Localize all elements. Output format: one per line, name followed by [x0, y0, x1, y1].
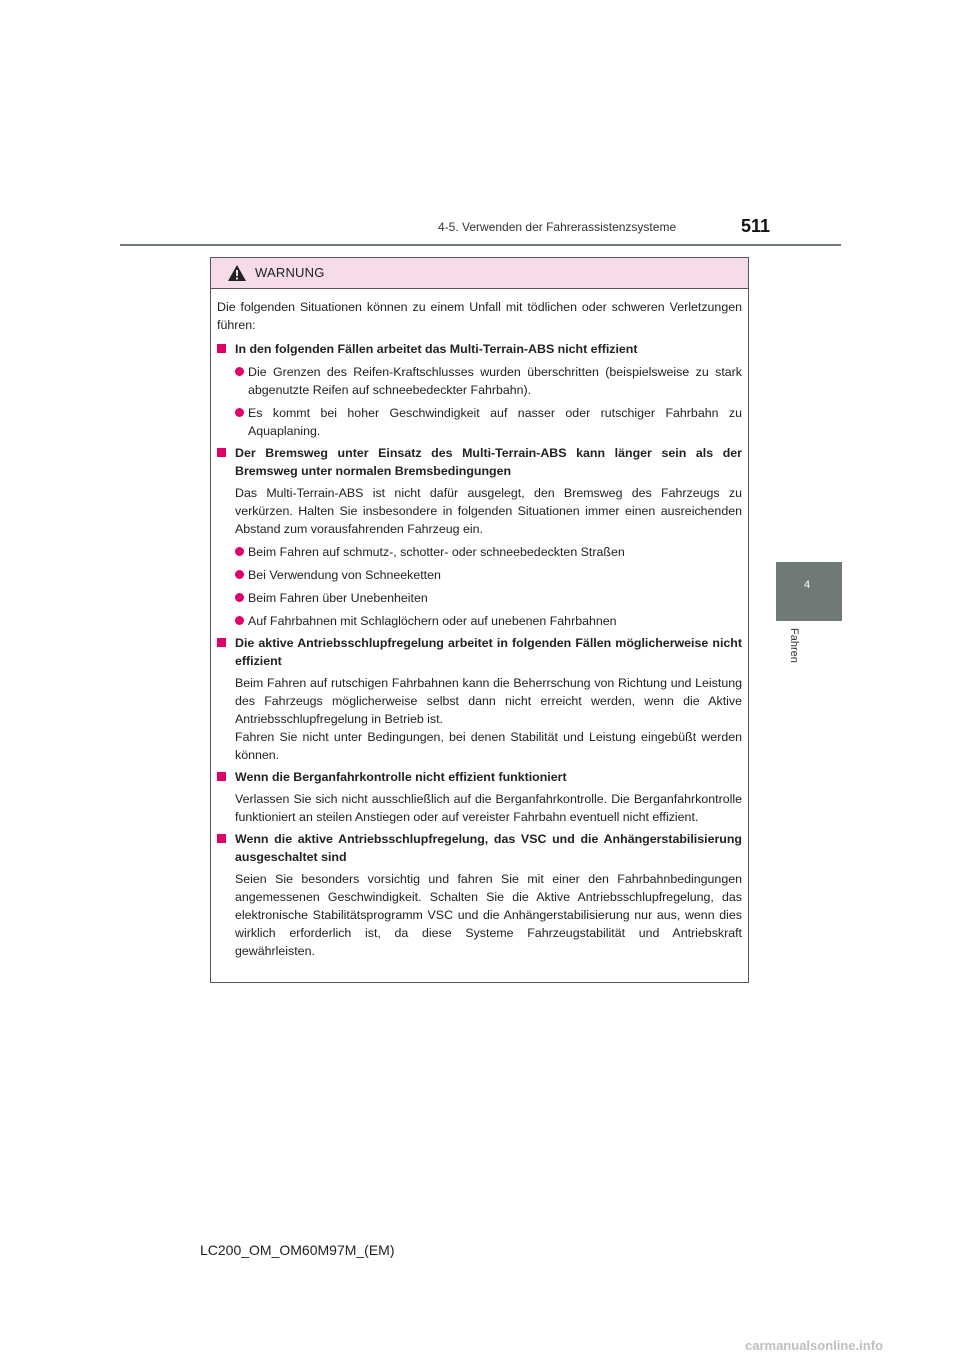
- header-divider: [120, 244, 841, 246]
- document-code: LC200_OM_OM60M97M_(EM): [200, 1242, 395, 1258]
- dot-bullet-icon: [235, 616, 244, 625]
- warning-item-heading: Der Bremsweg unter Einsatz des Multi-Terrain-ABS kann länger sein als der Bremsweg unter normalen Bremsbedingungen: [217, 444, 742, 480]
- warning-item-heading: In den folgenden Fällen arbeitet das Multi-Terrain-ABS nicht effizient: [217, 340, 742, 358]
- warning-title: WARNUNG: [255, 265, 325, 280]
- warning-item-heading: Wenn die aktive Antriebsschlupfregelung, das VSC und die Anhängerstabilisierung ausgeschaltet sind: [217, 830, 742, 866]
- dot-bullet-icon: [235, 367, 244, 376]
- warning-item-heading: Die aktive Antriebsschlupfregelung arbeitet in folgenden Fällen möglicherweise nicht effizient: [217, 634, 742, 670]
- warning-item-text: Seien Sie besonders vorsichtig und fahren Sie mit einer den Fahrbahnbedingungen angemessenen Geschwindigkeit. Schalten Sie die Aktive Antriebsschlupfregelung, das elektronische Stabilitätsprogramm VSC und die Anhängerstabilisierung nur aus, wenn dies wirklich erforderlich ist, da diese Systeme Fahrzeugstabilität und Antriebskraft gewährleisten.: [235, 872, 742, 958]
- square-bullet-icon: [217, 834, 226, 843]
- watermark[interactable]: carmanualsonline.info: [745, 1338, 883, 1353]
- bullet-item: Die Grenzen des Reifen-Kraftschlusses wurden überschritten (beispielsweise zu stark abgenutzte Reifen auf schneebedeckter Fahrbahn).: [217, 363, 742, 399]
- warning-item-text: Beim Fahren auf rutschigen Fahrbahnen kann die Beherrschung von Richtung und Leistung des Fahrzeugs möglicherweise selbst dann nicht erreicht werden, wenn die Aktive Antriebsschlupfregelung in Betrieb ist. Fahren Sie nicht unter Bedingungen, bei denen Stabilität und Leistung eingebüßt werden können.: [235, 676, 742, 762]
- warning-header: [211, 258, 748, 289]
- warning-item-text: Das Multi-Terrain-ABS ist nicht dafür ausgelegt, den Bremsweg des Fahrzeugs zu verkürzen. Halten Sie insbesondere in folgenden Situationen immer einen ausreichenden Abstand zum vorausfahrenden Fahrzeug ein.: [235, 486, 742, 536]
- warning-item: [217, 340, 742, 440]
- bullet-item: Beim Fahren auf schmutz-, schotter- oder schneebedeckten Straßen: [217, 543, 742, 561]
- chapter-tab[interactable]: [776, 562, 842, 621]
- warning-item-text: Verlassen Sie sich nicht ausschließlich auf die Berganfahrkontrolle. Die Berganfahrkontrolle funktioniert an steilen Anstiegen oder auf vereister Fahrbahn eventuell nicht effizient.: [235, 792, 742, 824]
- dot-bullet-icon: [235, 570, 244, 579]
- dot-bullet-icon: [235, 593, 244, 602]
- warning-intro: Die folgenden Situationen können zu einem Unfall mit tödlichen oder schweren Verletzungen führen:: [217, 300, 742, 332]
- warning-body: [211, 289, 748, 960]
- dot-bullet-icon: [235, 547, 244, 556]
- square-bullet-icon: [217, 638, 226, 647]
- square-bullet-icon: [217, 344, 226, 353]
- warning-item: [217, 768, 742, 826]
- section-title: 4-5. Verwenden der Fahrerassistenzsysteme: [438, 220, 677, 234]
- chapter-number: 4: [804, 579, 811, 591]
- chapter-label: Fahren: [788, 628, 800, 663]
- chapter-label-container: [788, 628, 802, 688]
- square-bullet-icon: [217, 448, 226, 457]
- bullet-item: Auf Fahrbahnen mit Schlaglöchern oder auf unebenen Fahrbahnen: [217, 612, 742, 630]
- square-bullet-icon: [217, 772, 226, 781]
- warning-item: [217, 444, 742, 630]
- warning-box: [210, 257, 749, 983]
- bullet-item: Es kommt bei hoher Geschwindigkeit auf nasser oder rutschiger Fahrbahn zu Aquaplaning.: [217, 404, 742, 440]
- warning-item-heading: Wenn die Berganfahrkontrolle nicht effizient funktioniert: [217, 768, 742, 786]
- bullet-item: Bei Verwendung von Schneeketten: [217, 566, 742, 584]
- warning-item: [217, 830, 742, 960]
- page-number: 511: [741, 216, 771, 236]
- warning-triangle-icon: [227, 264, 247, 282]
- bullet-item: Beim Fahren über Unebenheiten: [217, 589, 742, 607]
- warning-item: [217, 634, 742, 764]
- dot-bullet-icon: [235, 408, 244, 417]
